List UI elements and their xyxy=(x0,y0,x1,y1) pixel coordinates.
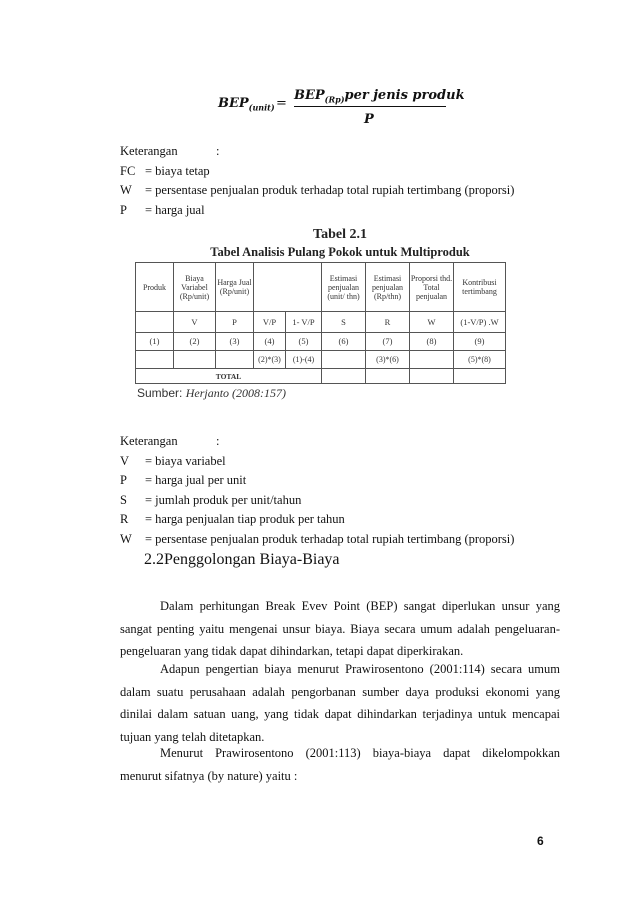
body-paragraph: Dalam perhitungan Break Evev Point (BEP) sangat diperlukan unsur yang sangat penting yaitu mengenai unsur biaya. Biaya secara umum adalah pengeluaran-pengeluaran yang tidak dapat dihindarkan, tetapi dapat diperkirakan. xyxy=(120,599,560,658)
legend-symbol: V xyxy=(120,453,130,468)
table-cell: (1)-(4) xyxy=(286,351,322,369)
bep-unit-formula xyxy=(0,72,638,132)
table-cell xyxy=(136,351,174,369)
legend-description: = biaya variabel xyxy=(145,453,226,468)
legend-symbol: P xyxy=(120,202,127,217)
legend-colon: : xyxy=(216,434,220,448)
table-total-row xyxy=(136,369,506,384)
table-cell: (2)*(3) xyxy=(254,351,286,369)
table-cell xyxy=(322,369,366,384)
table-cell: S xyxy=(322,312,366,333)
table-header-cell xyxy=(254,263,322,312)
table-title: Tabel 2.1 xyxy=(313,227,367,242)
legend-item xyxy=(120,530,560,550)
table-cell: (6) xyxy=(322,333,366,351)
table-header-cell: Estimasi penjualan (Rp/thn) xyxy=(366,263,410,312)
table-header-cell: Proporsi thd. Total penjualan xyxy=(410,263,454,312)
table-cell: (8) xyxy=(410,333,454,351)
legend-symbol: R xyxy=(120,512,129,526)
multiproduct-bep-table xyxy=(135,262,506,384)
table-caption xyxy=(120,226,560,260)
legend-symbol: P xyxy=(120,473,127,487)
table-cell xyxy=(410,351,454,369)
legend-title: Keterangan xyxy=(120,144,178,158)
legend-item xyxy=(120,181,560,201)
legend-symbol: S xyxy=(120,492,127,507)
table-cell: (3)*(6) xyxy=(366,351,410,369)
table-source-ref: Herjanto (2008:157) xyxy=(185,386,287,400)
table-header-row xyxy=(136,263,506,312)
table-source xyxy=(137,386,286,401)
table-total-label: TOTAL xyxy=(136,369,322,384)
legend-description: = persentase penjualan produk terhadap total rupiah tertimbang (proporsi) xyxy=(145,531,515,546)
legend-title-row xyxy=(120,432,560,452)
page-number: 6 xyxy=(537,834,544,848)
body-paragraph: Menurut Prawirosentono (2001:113) biaya-biaya dapat dikelompokkan menurut sifatnya (by nature) yaitu : xyxy=(120,746,560,783)
table-cell: V/P xyxy=(254,312,286,333)
table-cell: (2) xyxy=(174,333,216,351)
table-cell xyxy=(410,369,454,384)
table-cell: (5) xyxy=(286,333,322,351)
legend-title-row xyxy=(120,142,560,162)
table-header-cell: Produk xyxy=(136,263,174,312)
table-cell: (1) xyxy=(136,333,174,351)
table-cell: (5)*(8) xyxy=(454,351,506,369)
legend-symbol: W xyxy=(120,183,132,197)
table-number-row xyxy=(136,333,506,351)
formula-equals: = xyxy=(276,96,287,111)
table-source-label: Sumber: xyxy=(137,386,183,400)
legend-fixed-cost xyxy=(120,142,560,220)
legend-description: = persentase penjualan produk terhadap total rupiah tertimbang (proporsi) xyxy=(145,183,515,197)
table-cell xyxy=(216,351,254,369)
legend-item xyxy=(120,162,560,182)
legend-item xyxy=(120,471,560,491)
table-subtitle: Tabel Analisis Pulang Pokok untuk Multiproduk xyxy=(210,245,470,259)
table-cell xyxy=(322,351,366,369)
body-paragraph: Adapun pengertian biaya menurut Prawirosentono (2001:114) secara umum dalam suatu perusahaan adalah pengorbanan sumber daya produksi ekonomi yang dinilai dalam satuan uang, yang tidak dapat dihindarkan terjadinya untuk mencapai tujuan yang telah ditetapkan. xyxy=(120,662,560,744)
table-cell xyxy=(136,312,174,333)
legend-colon: : xyxy=(216,144,220,158)
table-header-cell: Harga Jual (Rp/unit) xyxy=(216,263,254,312)
table-header-cell: Kontribusi tertimbang xyxy=(454,263,506,312)
legend-symbol: W xyxy=(120,531,132,546)
legend-description: = jumlah produk per unit/tahun xyxy=(145,492,302,507)
formula-fraction-bar xyxy=(294,106,446,107)
formula-denominator: P xyxy=(364,112,374,127)
legend-item xyxy=(120,491,560,511)
legend-description: = harga jual per unit xyxy=(145,473,247,487)
legend-description: = harga penjualan tiap produk per tahun xyxy=(145,512,345,526)
legend-item xyxy=(120,452,560,472)
table-cell: (7) xyxy=(366,333,410,351)
table-cell: 1- V/P xyxy=(286,312,322,333)
formula-lhs: $BEP_{(unit)}$ xyxy=(218,96,275,113)
table-cell: W xyxy=(410,312,454,333)
legend-item xyxy=(120,201,560,221)
legend-title: Keterangan xyxy=(120,434,178,448)
table-cell xyxy=(366,369,410,384)
table-cell xyxy=(174,351,216,369)
table-calc-row xyxy=(136,351,506,369)
legend-symbol: FC xyxy=(120,163,136,178)
section-heading: 2.2Penggolongan Biaya-Biaya xyxy=(144,551,340,568)
table-header-cell: Biaya Variabel (Rp/unit) xyxy=(174,263,216,312)
table-cell: V xyxy=(174,312,216,333)
table-symbol-row xyxy=(136,312,506,333)
table-cell: (4) xyxy=(254,333,286,351)
table-cell: (9) xyxy=(454,333,506,351)
table-cell: R xyxy=(366,312,410,333)
legend-item xyxy=(120,510,560,530)
table-cell xyxy=(454,369,506,384)
table-cell: (1-V/P) .W xyxy=(454,312,506,333)
formula-numerator: $BEP_{(Rp)}per$ jenis produk xyxy=(294,88,465,105)
table-cell: (3) xyxy=(216,333,254,351)
table-header-cell: Estimasi penjualan (unit/ thn) xyxy=(322,263,366,312)
table-cell: P xyxy=(216,312,254,333)
legend-description: = biaya tetap xyxy=(145,163,210,178)
legend-variables xyxy=(120,432,560,549)
legend-description: = harga jual xyxy=(145,202,205,217)
